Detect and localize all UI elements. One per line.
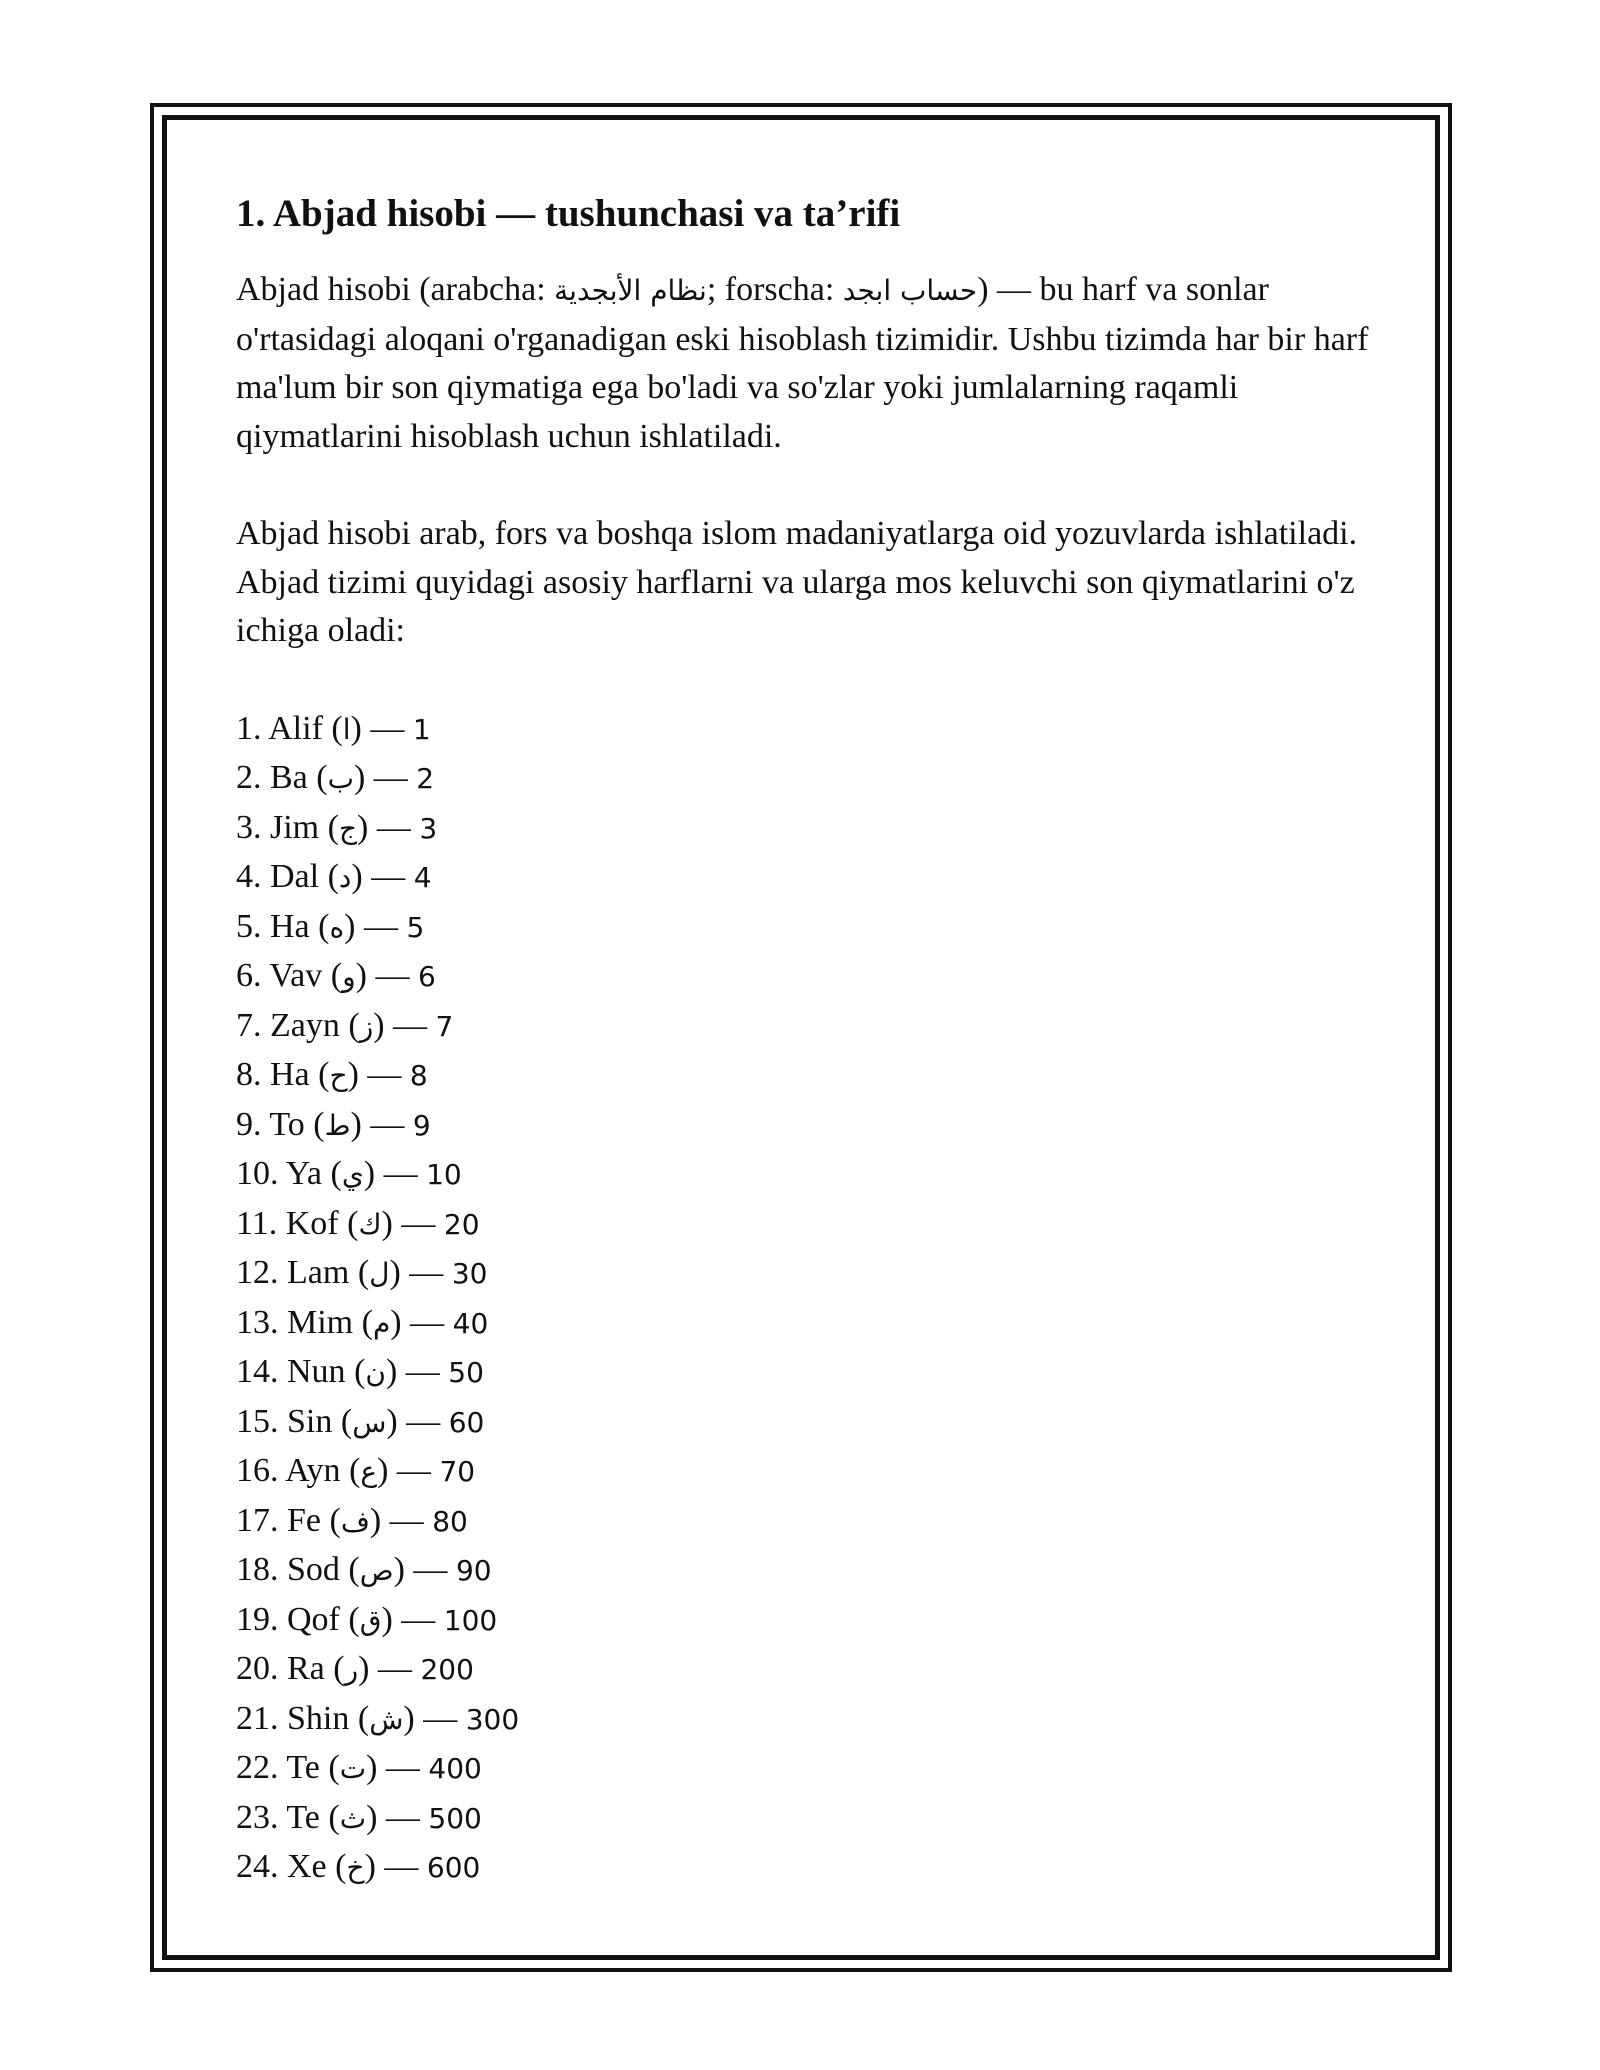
arabic-letter: ه xyxy=(329,910,345,944)
arabic-letter: ح xyxy=(329,1059,348,1092)
arabic-letter: ت xyxy=(339,1752,367,1785)
persian-term: حساب ابجد xyxy=(842,274,978,307)
arabic-term: نظام الأبجدية xyxy=(554,274,707,307)
intro-suffix: ) — bu harf va sonlar o'rtasidagi aloqani o'rganadigan eski hisoblash tizimidir. Ushbu tizimda har bir harf ma'lum bir son qiymatiga ega bo'ladi va so'zlar yoki jumlalarning raqamli qiymatlarini hisoblash uchun ishlatiladi. xyxy=(236,271,1369,455)
letter-name: Kof xyxy=(285,1204,339,1242)
letter-list-item: 24. Xe (خ) — 600 xyxy=(236,1848,481,1885)
letter-name: Lam xyxy=(287,1254,350,1291)
letter-name: Jim xyxy=(270,808,320,846)
letter-value: 9 xyxy=(412,1108,431,1142)
letter-list-item: 21. Shin (ش) — 300 xyxy=(236,1699,520,1737)
letter-value: 10 xyxy=(426,1158,462,1191)
letter-number: 16. xyxy=(236,1452,279,1489)
letter-number: 11. xyxy=(236,1204,278,1242)
letter-number: 10. xyxy=(236,1155,279,1192)
letter-value: 600 xyxy=(426,1851,481,1884)
letter-value: 30 xyxy=(451,1257,488,1290)
letter-value: 90 xyxy=(455,1554,492,1587)
letter-name: Ya xyxy=(285,1155,322,1192)
letter-value: 4 xyxy=(413,861,432,894)
letter-name: Ayn xyxy=(285,1452,341,1489)
letter-list-item: 10. Ya (ي) — 10 xyxy=(236,1155,462,1192)
letter-name: Ha xyxy=(270,1056,310,1093)
intro-paragraph xyxy=(236,266,1376,461)
letter-number: 3. xyxy=(236,808,262,846)
letter-name: Sin xyxy=(287,1402,333,1440)
arabic-letter: ث xyxy=(339,1801,367,1835)
letter-list-item: 16. Ayn (ع) — 70 xyxy=(236,1452,476,1489)
letter-value: 5 xyxy=(406,910,425,944)
arabic-letter: و xyxy=(342,960,356,993)
letter-number: 24. xyxy=(236,1848,279,1885)
letter-list-item: 9. To (ط) — 9 xyxy=(236,1105,431,1143)
arabic-letter: ص xyxy=(359,1554,394,1587)
letter-value: 70 xyxy=(439,1455,476,1488)
arabic-letter: ل xyxy=(369,1257,390,1290)
letter-name: Ba xyxy=(270,759,308,796)
letter-number: 22. xyxy=(236,1749,279,1786)
letter-value: 7 xyxy=(435,1009,454,1043)
abjad-letter-list xyxy=(236,705,1376,1893)
letter-name: Ra xyxy=(287,1650,325,1687)
letter-number: 13. xyxy=(236,1303,279,1341)
letter-list-item: 12. Lam (ل) — 30 xyxy=(236,1254,488,1291)
letter-value: 40 xyxy=(452,1306,489,1340)
letter-name: Shin xyxy=(287,1699,350,1737)
usage-paragraph: Abjad hisobi arab, fors va boshqa islom madaniyatlarga oid yozuvlarda ishlatiladi. Abjad tizimi quyidagi asosiy harflarni va ularga mos keluvchi son qiymatlarini o'z ichiga oladi: xyxy=(236,515,1358,649)
arabic-letter: س xyxy=(352,1405,387,1439)
letter-value: 500 xyxy=(428,1801,482,1835)
letter-number: 8. xyxy=(236,1056,262,1093)
letter-number: 21. xyxy=(236,1699,279,1737)
letter-name: Sod xyxy=(287,1551,340,1588)
letter-number: 19. xyxy=(236,1600,279,1638)
arabic-letter: ش xyxy=(369,1702,404,1736)
letter-list-item: 15. Sin (س) — 60 xyxy=(236,1402,485,1440)
letter-value: 3 xyxy=(419,811,438,845)
letter-number: 15. xyxy=(236,1402,279,1440)
letter-number: 6. xyxy=(236,957,262,994)
letter-number: 23. xyxy=(236,1798,279,1836)
letter-name: Te xyxy=(286,1749,320,1786)
arabic-letter: ق xyxy=(359,1603,382,1637)
letter-name: Zayn xyxy=(270,1006,340,1044)
letter-list-item: 2. Ba (ب) — 2 xyxy=(236,759,435,796)
arabic-letter: ا xyxy=(342,712,351,746)
intro-prefix: Abjad hisobi (arabcha: xyxy=(236,271,555,308)
letter-name: Alif xyxy=(268,709,323,747)
letter-list-item: 7. Zayn (ز) — 7 xyxy=(236,1006,454,1044)
letter-name: Fe xyxy=(287,1501,321,1539)
letter-number: 20. xyxy=(236,1650,279,1687)
letter-value: 80 xyxy=(432,1504,468,1538)
letter-name: Nun xyxy=(287,1353,346,1390)
letter-number: 4. xyxy=(236,858,262,895)
arabic-letter: ن xyxy=(365,1356,386,1389)
letter-list-item: 23. Te (ث) — 500 xyxy=(236,1798,482,1836)
letter-value: 20 xyxy=(443,1207,480,1241)
letter-list-item: 1. Alif (ا) — 1 xyxy=(236,709,431,747)
letter-list-item: 19. Qof (ق) — 100 xyxy=(236,1600,498,1638)
letter-list-item: 14. Nun (ن) — 50 xyxy=(236,1353,484,1390)
arabic-letter: ج xyxy=(338,811,358,845)
arabic-letter: ر xyxy=(344,1653,359,1686)
letter-name: Xe xyxy=(287,1848,327,1885)
letter-number: 9. xyxy=(236,1105,262,1143)
letter-number: 7. xyxy=(236,1006,262,1044)
letter-value: 50 xyxy=(448,1356,484,1389)
letter-name: Te xyxy=(286,1798,320,1836)
letter-number: 17. xyxy=(236,1501,279,1539)
letter-name: Ha xyxy=(270,907,310,945)
letter-list-item: 6. Vav (و) — 6 xyxy=(236,957,436,994)
letter-number: 12. xyxy=(236,1254,279,1291)
letter-value: 200 xyxy=(420,1653,474,1686)
document-content xyxy=(236,188,1376,1893)
arabic-letter: ط xyxy=(324,1108,351,1142)
letter-value: 2 xyxy=(416,762,435,795)
letter-value: 8 xyxy=(409,1059,428,1092)
letter-list-item: 8. Ha (ح) — 8 xyxy=(236,1056,428,1093)
letter-value: 300 xyxy=(465,1702,520,1736)
letter-number: 5. xyxy=(236,907,262,945)
letter-value: 100 xyxy=(443,1603,498,1637)
intro-middle: ; forscha: xyxy=(706,271,843,308)
section-heading: 1. Abjad hisobi — tushunchasi va ta’rifi xyxy=(236,192,901,235)
letter-name: Qof xyxy=(287,1600,340,1638)
letter-list-item: 22. Te (ت) — 400 xyxy=(236,1749,482,1786)
letter-list-item: 20. Ra (ر) — 200 xyxy=(236,1650,474,1687)
letter-name: Vav xyxy=(269,957,323,994)
letter-value: 1 xyxy=(412,712,431,746)
arabic-letter: د xyxy=(338,861,352,894)
letter-value: 6 xyxy=(417,960,436,993)
letter-name: Dal xyxy=(270,858,320,895)
letter-number: 2. xyxy=(236,759,262,796)
letter-number: 14. xyxy=(236,1353,279,1390)
letter-list-item: 5. Ha (ه) — 5 xyxy=(236,907,425,945)
arabic-letter: ع xyxy=(360,1455,378,1488)
arabic-letter: خ xyxy=(346,1851,365,1884)
letter-value: 400 xyxy=(428,1752,482,1785)
letter-list-item: 4. Dal (د) — 4 xyxy=(236,858,432,895)
letter-name: To xyxy=(269,1105,305,1143)
arabic-letter: ز xyxy=(359,1009,374,1043)
arabic-letter: ف xyxy=(340,1504,370,1538)
letter-list-item: 18. Sod (ص) — 90 xyxy=(236,1551,492,1588)
letter-value: 60 xyxy=(448,1405,485,1439)
letter-name: Mim xyxy=(287,1303,354,1341)
arabic-letter: ي xyxy=(341,1158,364,1191)
letter-number: 18. xyxy=(236,1551,279,1588)
arabic-letter: م xyxy=(372,1306,391,1340)
letter-list-item: 11. Kof (ك) — 20 xyxy=(236,1204,480,1242)
letter-list-item: 17. Fe (ف) — 80 xyxy=(236,1501,468,1539)
arabic-letter: ب xyxy=(327,762,354,795)
letter-number: 1. xyxy=(236,709,262,747)
arabic-letter: ك xyxy=(358,1207,382,1241)
letter-list-item: 13. Mim (م) — 40 xyxy=(236,1303,489,1341)
letter-list-item: 3. Jim (ج) — 3 xyxy=(236,808,438,846)
